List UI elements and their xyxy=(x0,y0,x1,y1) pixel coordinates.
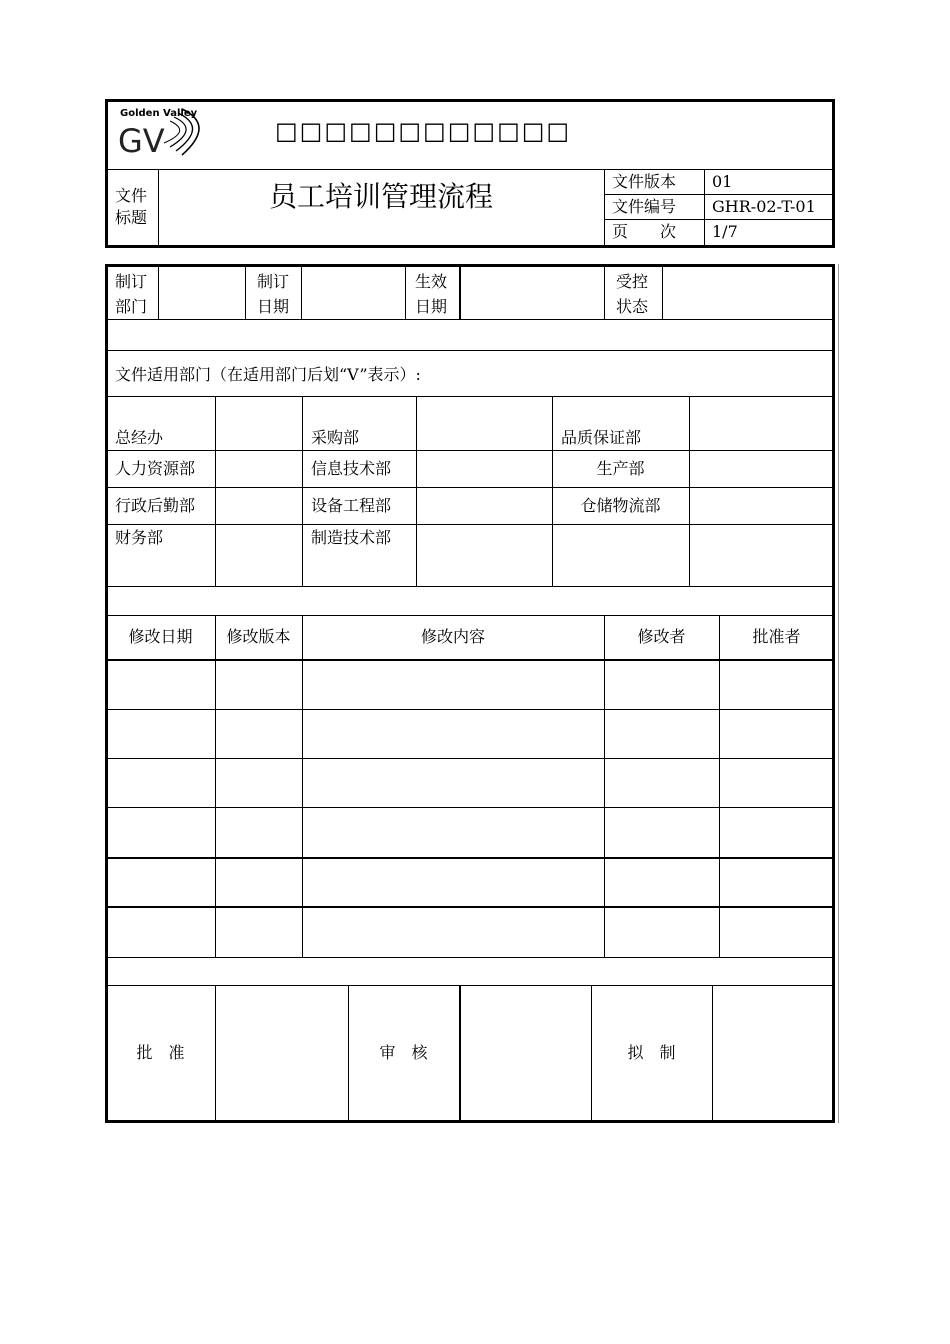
dept-admin-logistics: 行政后勤部 xyxy=(115,496,196,515)
dept-general-office: 总经办 xyxy=(115,428,164,447)
meta-page-label: 页 次 xyxy=(612,222,677,241)
signature-review-label: 审 核 xyxy=(379,1043,428,1062)
signature-approve-label: 批 准 xyxy=(136,1043,185,1062)
dept-human-resources: 人力资源部 xyxy=(115,459,196,478)
rev-header-version: 修改版本 xyxy=(226,627,291,646)
rev-header-content: 修改内容 xyxy=(420,627,485,646)
dept-finance: 财务部 xyxy=(115,528,164,547)
table-row xyxy=(106,709,834,710)
dept-information-technology: 信息技术部 xyxy=(311,459,392,478)
company-name: □□□□□□□□□□□□ xyxy=(275,117,572,145)
meta-version-label: 文件版本 xyxy=(612,172,677,191)
company-logo xyxy=(112,103,218,163)
table-row xyxy=(106,857,834,859)
made-dept-label: 制订部门 xyxy=(115,272,148,316)
made-date-label: 制订日期 xyxy=(257,272,290,316)
dept-quality-assurance: 品质保证部 xyxy=(561,428,642,447)
dept-manufacturing-tech: 制造技术部 xyxy=(311,528,392,547)
dept-equipment-engineering: 设备工程部 xyxy=(311,496,392,515)
meta-number-label: 文件编号 xyxy=(612,197,677,216)
meta-page-value: 1/7 xyxy=(712,222,738,241)
meta-version-value: 01 xyxy=(712,172,733,191)
doc-title-label: 文件标题 xyxy=(115,186,148,227)
table-row xyxy=(106,906,834,908)
dept-purchasing: 采购部 xyxy=(311,428,360,447)
dept-production: 生产部 xyxy=(596,459,645,478)
rev-header-modifier: 修改者 xyxy=(637,627,686,646)
table-row xyxy=(106,758,834,759)
rev-header-date: 修改日期 xyxy=(128,627,193,646)
meta-number-value: GHR-02-T-01 xyxy=(712,197,816,216)
doc-title: 员工培训管理流程 xyxy=(268,180,493,213)
logo-mark-text: GV xyxy=(118,122,165,160)
rev-header-approver: 批准者 xyxy=(752,627,801,646)
dept-warehouse-logistics: 仓储物流部 xyxy=(580,496,661,515)
logo-brand-text: Golden Valley xyxy=(120,108,198,119)
table-row xyxy=(106,807,834,808)
effective-date-label: 生效日期 xyxy=(415,272,448,316)
signature-draft-label: 拟 制 xyxy=(627,1043,676,1062)
department-instruction: 文件适用部门（在适用部门后划“V”表示）: xyxy=(115,365,421,384)
control-status-label: 受控状态 xyxy=(616,272,649,316)
